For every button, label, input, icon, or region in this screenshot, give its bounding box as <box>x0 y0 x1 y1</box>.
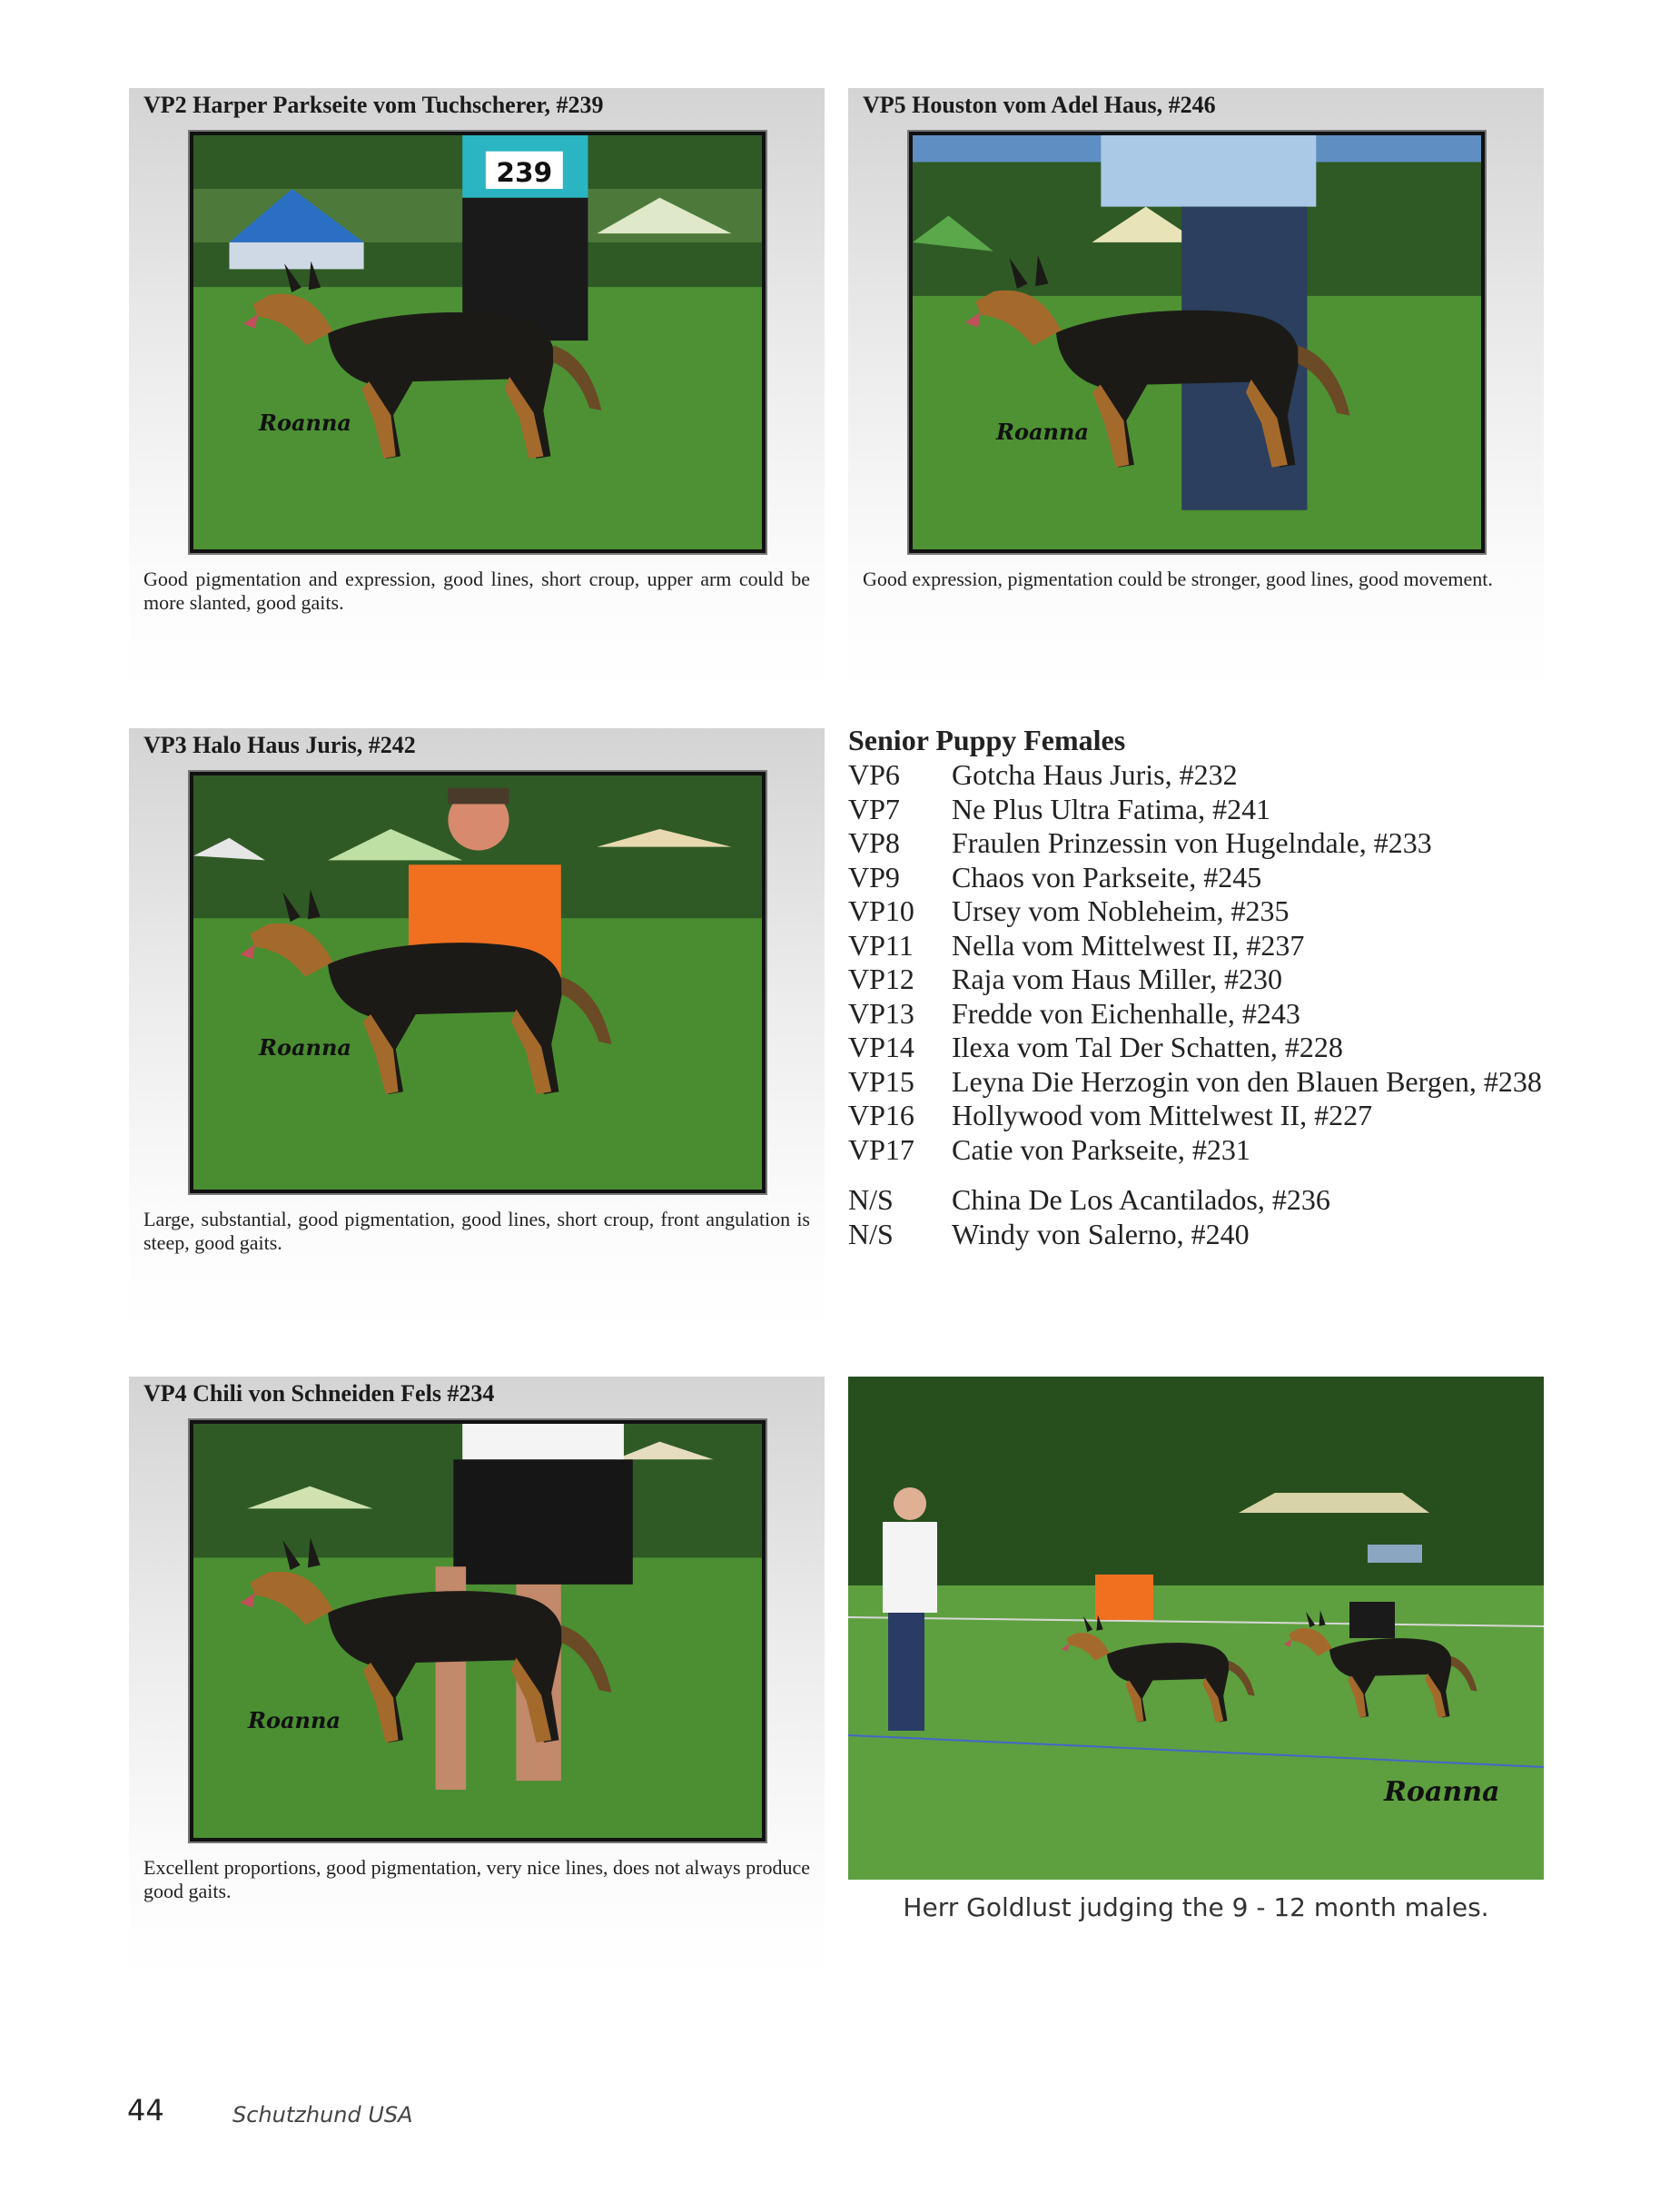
result-rank: VP12 <box>848 963 914 995</box>
photo-card-vp2 <box>129 88 825 689</box>
result-dog-name: Ilexa vom Tal Der Schatten, #228 <box>952 1031 1343 1063</box>
result-row <box>848 1133 1647 1168</box>
result-dog-name: Nella vom Mittelwest II, #237 <box>952 928 1305 962</box>
result-dog-name: Ne Plus Ultra Fatima, #241 <box>952 792 1271 825</box>
watermark: Roanna <box>1384 1776 1500 1808</box>
result-row <box>848 963 1647 997</box>
bib-number: 239 <box>496 157 553 189</box>
result-row <box>848 1065 1647 1100</box>
dog-photo <box>190 772 766 1193</box>
watermark: Roanna <box>259 1034 351 1061</box>
result-row <box>848 861 1647 895</box>
photo-card-vp4 <box>129 1377 825 1978</box>
result-dog-name: China De Los Acantilados, #236 <box>952 1183 1330 1216</box>
result-dog-name: Catie von Parkseite, #231 <box>952 1132 1250 1166</box>
result-row <box>848 826 1647 861</box>
result-rank: VP6 <box>848 758 900 791</box>
result-row <box>848 929 1647 963</box>
result-rank: N/S <box>848 1183 894 1216</box>
result-dog-name: Fraulen Prinzessin von Hugelndale, #233 <box>952 826 1432 859</box>
result-row <box>848 793 1647 827</box>
result-dog-name: Leyna Die Herzogin von den Blauen Bergen, #238 <box>952 1064 1542 1098</box>
card-title: VP4 Chili von Schneiden Fels #234 <box>143 1380 495 1407</box>
result-row <box>848 1099 1647 1133</box>
result-dog-name: Gotcha Haus Juris, #232 <box>952 758 1238 791</box>
result-rank: VP15 <box>848 1064 914 1098</box>
watermark: Roanna <box>996 419 1089 445</box>
card-description: Good pigmentation and expression, good lines, short croup, upper arm could be more slanted, good gaits. <box>143 568 810 614</box>
result-dog-name: Ursey vom Nobleheim, #235 <box>952 894 1290 927</box>
dog-photo <box>190 132 766 553</box>
result-rank: VP9 <box>848 860 900 894</box>
card-title: VP3 Halo Haus Juris, #242 <box>143 732 416 758</box>
result-rank: VP17 <box>848 1132 914 1166</box>
result-rank: VP14 <box>848 1031 914 1063</box>
senior-puppy-females-results <box>848 722 1647 1251</box>
result-row <box>848 758 1647 793</box>
judging-photo <box>848 1377 1544 1880</box>
dog-photo <box>190 1420 766 1842</box>
result-dog-name: Chaos von Parkseite, #245 <box>952 860 1262 894</box>
result-rank: VP7 <box>848 792 900 825</box>
watermark: Roanna <box>248 1707 341 1733</box>
result-rank: VP13 <box>848 996 914 1030</box>
result-row <box>848 1031 1647 1065</box>
card-title: VP2 Harper Parkseite vom Tuchscherer, #239 <box>143 92 604 118</box>
publication-name: Schutzhund USA <box>232 2102 413 2128</box>
result-dog-name: Raja vom Haus Miller, #230 <box>952 963 1282 995</box>
result-rank: VP10 <box>848 894 914 927</box>
result-dog-name: Hollywood vom Mittelwest II, #227 <box>952 1099 1373 1131</box>
result-rank: VP8 <box>848 826 900 859</box>
result-row <box>848 997 1647 1032</box>
photo-card-vp3 <box>129 728 825 1329</box>
result-row <box>848 1218 1647 1252</box>
result-rank: VP11 <box>848 928 914 962</box>
result-row <box>848 894 1647 929</box>
card-description: Excellent proportions, good pigmentation, very nice lines, does not always produce good gaits. <box>143 1856 810 1902</box>
watermark: Roanna <box>259 410 351 436</box>
placings-list <box>848 758 1647 1167</box>
dog-photo <box>909 132 1485 553</box>
not-scored-list <box>848 1183 1647 1251</box>
photo-caption: Herr Goldlust judging the 9 - 12 month males. <box>903 1892 1489 1922</box>
result-rank: N/S <box>848 1217 894 1250</box>
result-row <box>848 1183 1647 1218</box>
card-title: VP5 Houston vom Adel Haus, #246 <box>863 92 1216 118</box>
page-number: 44 <box>127 2093 164 2128</box>
result-dog-name: Fredde von Eichenhalle, #243 <box>952 996 1300 1030</box>
card-description: Large, substantial, good pigmentation, good lines, short croup, front angulation is steep, good gaits. <box>143 1208 810 1254</box>
card-description: Good expression, pigmentation could be stronger, good lines, good movement. <box>863 568 1493 590</box>
result-rank: VP16 <box>848 1099 914 1131</box>
photo-card-vp5 <box>848 88 1544 689</box>
result-dog-name: Windy von Salerno, #240 <box>952 1217 1250 1250</box>
results-title: Senior Puppy Females <box>848 724 1126 756</box>
